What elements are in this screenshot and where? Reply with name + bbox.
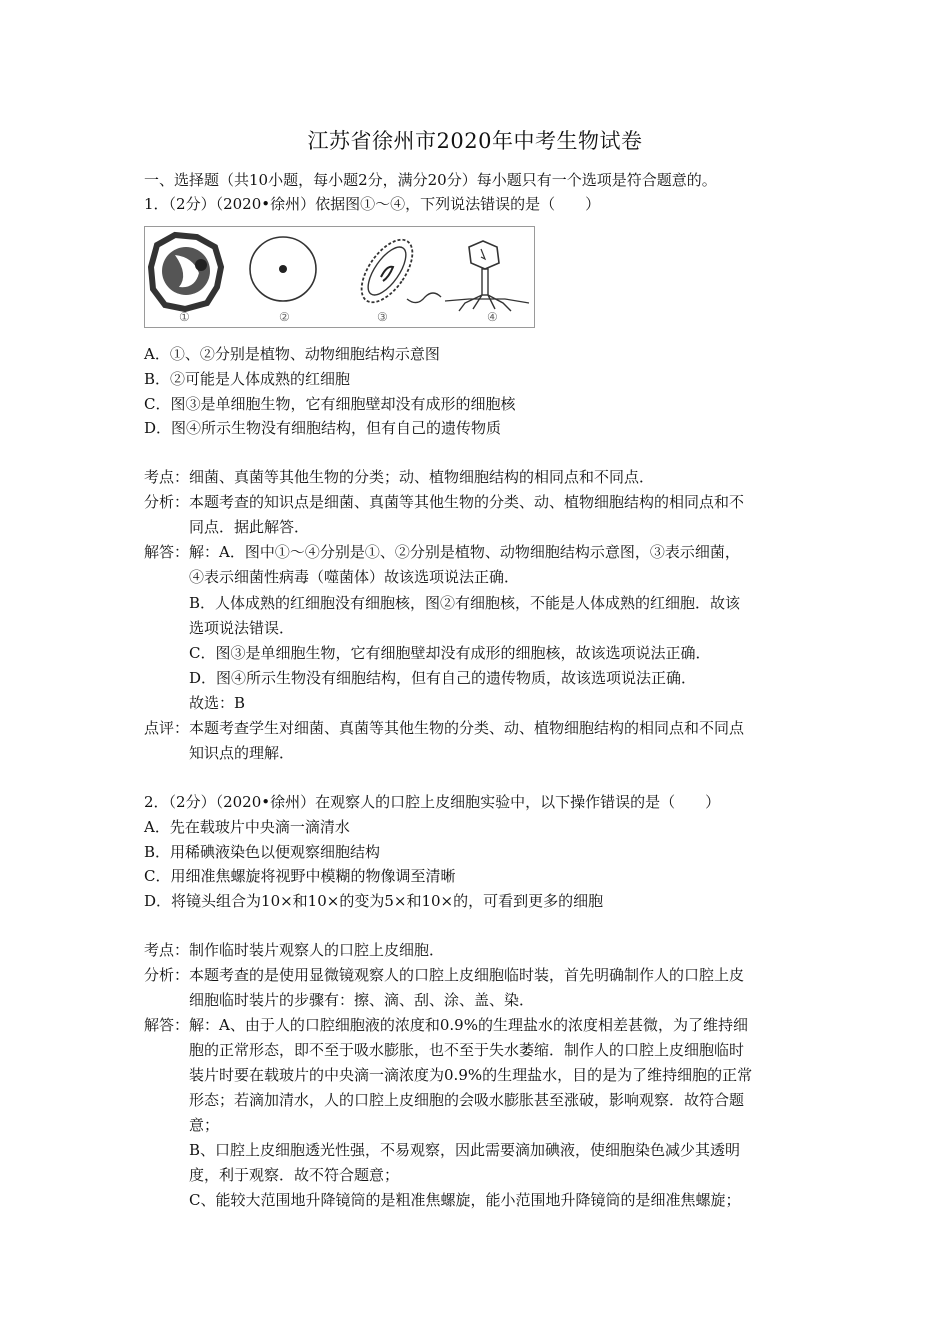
cell-diagrams [145,227,534,327]
q1-analysis-line: B．人体成熟的红细胞没有细胞核，图②有细胞核，不能是人体成熟的红细胞．故该 [189,594,741,612]
q1-analysis-line: C．图③是单细胞生物，它有细胞壁却没有成形的细胞核，故该选项说法正确． [189,644,711,662]
q2-analysis-line: 意； [189,1116,220,1134]
q2-analysis-line: 解答：解：A、由于人的口腔细胞液的浓度和0.9%的生理盐水的浓度相差甚微，为了维持细 [144,1016,748,1034]
question-2-stem: 2．（2分）（2020•徐州）在观察人的口腔上皮细胞实验中，以下操作错误的是（ ） [144,793,721,811]
figure-label-3: ③ [377,310,388,324]
question-2-option-b: B．用稀碘液染色以便观察细胞结构 [144,843,381,861]
q1-analysis-line: ④表示细菌性病毒（噬菌体）故该选项说法正确． [189,568,520,586]
question-1-option-c: C．图③是单细胞生物，它有细胞壁却没有成形的细胞核 [144,395,516,413]
question-2-option-d: D．将镜头组合为10×和10×的变为5×和10×的，可看到更多的细胞 [144,892,604,910]
question-1-option-d: D．图④所示生物没有细胞结构，但有自己的遗传物质 [144,419,502,437]
q2-analysis-line: 分析：本题考查的是使用显微镜观察人的口腔上皮细胞临时装，首先明确制作人的口腔上皮 [144,966,745,984]
question-1-figure [144,226,535,328]
figure-label-4: ④ [487,310,498,324]
q2-analysis-line: 度，利于观察．故不符合题意； [189,1166,400,1184]
q1-analysis-line: 知识点的理解． [189,744,295,762]
q2-analysis-line: 形态；若滴加清水，人的口腔上皮细胞的会吸水膨胀甚至涨破，影响观察．故符合题 [189,1091,745,1109]
figure-label-1: ① [179,310,190,324]
question-1-stem: 1．（2分）（2020•徐州）依据图①～④，下列说法错误的是（ ） [144,195,601,213]
q2-analysis-line: 细胞临时装片的步骤有：擦、滴、刮、涂、盖、染． [189,991,535,1009]
plant-cell-diagram [151,235,221,309]
q2-analysis-line: 考点：制作临时装片观察人的口腔上皮细胞． [144,941,445,959]
bacterium-diagram [352,231,441,311]
question-2-option-a: A．先在载玻片中央滴一滴清水 [144,818,350,836]
q1-analysis-line: D．图④所示生物没有细胞结构，但有自己的遗传物质，故该选项说法正确． [189,669,697,687]
q2-analysis-line: C、能较大范围地升降镜筒的是粗准焦螺旋，能小范围地升降镜筒的是细准焦螺旋； [189,1191,741,1209]
figure-label-2: ② [279,310,290,324]
q1-analysis-line: 解答：解：A．图中①～④分别是①、②分别是植物、动物细胞结构示意图，③表示细菌， [144,543,740,561]
q1-analysis-line: 考点：细菌、真菌等其他生物的分类；动、植物细胞结构的相同点和不同点． [144,468,655,486]
q2-analysis-line: B、口腔上皮细胞透光性强，不易观察，因此需要滴加碘液，使细胞染色减少其透明 [189,1141,741,1159]
animal-cell-diagram [250,237,316,301]
page-title: 江苏省徐州市2020年中考生物试卷 [307,129,643,153]
q1-analysis-line: 选项说法错误． [189,619,295,637]
q1-analysis-line: 点评：本题考查学生对细菌、真菌等其他生物的分类、动、植物细胞结构的相同点和不同点 [144,719,745,737]
question-1-option-a: A．①、②分别是植物、动物细胞结构示意图 [144,345,440,363]
q1-analysis-line: 同点．据此解答． [189,518,310,536]
question-1-option-b: B．②可能是人体成熟的红细胞 [144,370,351,388]
q2-analysis-line: 装片时要在载玻片的中央滴一滴浓度为0.9%的生理盐水，目的是为了维持细胞的正常 [189,1066,753,1084]
question-2-option-c: C．用细准焦螺旋将视野中模糊的物像调至清晰 [144,867,456,885]
section-heading: 一、选择题（共10小题，每小题2分，满分20分）每小题只有一个选项是符合题意的。 [144,171,717,189]
bacteriophage-diagram [445,241,529,311]
q1-analysis-line: 分析：本题考查的知识点是细菌、真菌等其他生物的分类、动、植物细胞结构的相同点和不 [144,493,745,511]
q1-analysis-line: 故选：B [189,694,246,712]
q2-analysis-line: 胞的正常形态，即不至于吸水膨胀，也不至于失水萎缩．制作人的口腔上皮细胞临时 [189,1041,745,1059]
